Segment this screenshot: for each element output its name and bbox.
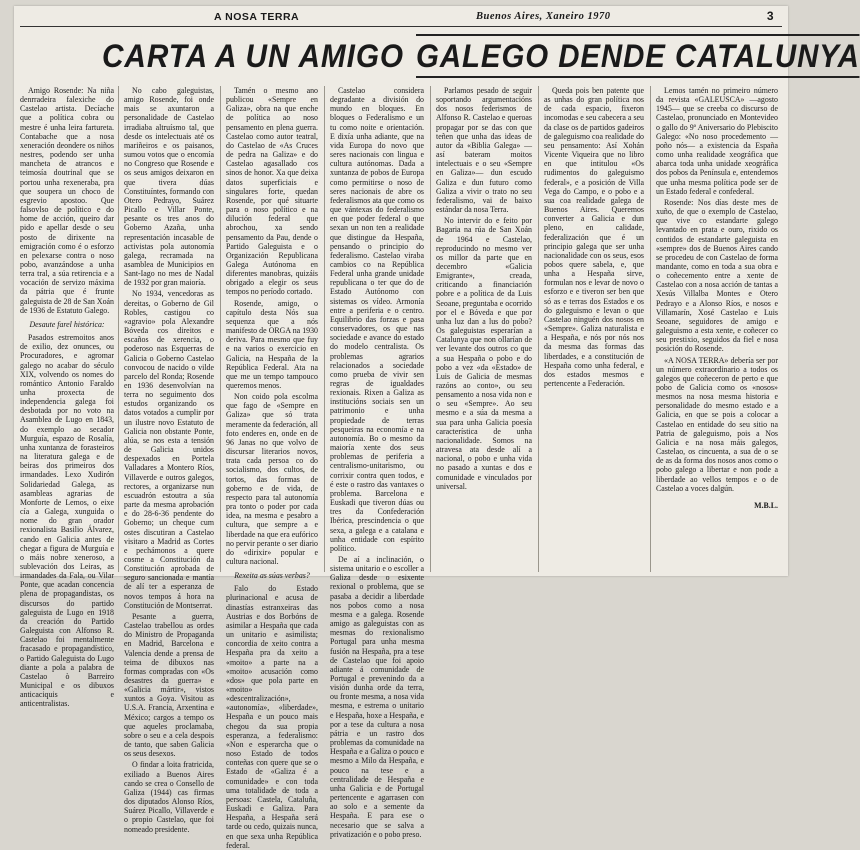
paragraph: O findar a loita fratricida, exiliado a Buenos Aires cando se crea o Consello de Galiza (1944) cas firmas dos diputados Alonso Ríos, Suárez Picallo, Villaverde e o propio Castelao, que foi nomeado presidente. xyxy=(124,760,214,834)
paragraph: Rosende: Nos días deste mes de xuño, de que o exemplo de Castelao, que vive co estandarte galego levantado en prata e ouro, rixido os contidos de estandarte galeguista en «sempre» dos de Buenos Aires cando se procedeu de con Castelao de forma mandante, como en toda a sua obra e o coñecemento entre a xente de Castelao con a nosa acción de tantas a Xesús Villalba Montes e Otero Pedrayo e a Alonso Ríos, e nosos e Villamarín, Xosé Castelao e Luis Seoane, seguidores de amigo e galeguismo a esta xente, e coñecer co seu prestixio, seguidos da fiel e nosa posición do Rosende. xyxy=(656,197,778,354)
paragraph: Pasados estremoitos anos de exilio, dez onunces, ou Procuradores, e agromar galego no acabar do século XIX, volvendo os nomes do romántico Antonio Faraldo unha proxecta de independencia galega foi desbotada por no voto na Asamblea de Lugo en 1843, do exemplo ao secador Murguía, espazo de Rosalía, unha xuntanza de forasteiros na literatura galega e de beiras dos primeiros dos irmandades. Lexo Xudirón Solidariedad Galega, as asambleas agrarias de Monforte de Lemos, o eixe cía a Galega, xunguida o nome do gran orador rexionalista Basilio Álvarez, cando en Galicia antes de chegar a figura de Murguía e o máis nobre xeneroso, a sublevación dos Leiras, as irmandades da Fala, ou Vilar Ponte, que acadan concencia plena de propagandistas, os discursos do partido galeguista de Lugo en 1918 da creación do Partido Galeguista con Alfonso R. Castelao foi mentalmente fracasado e propagandístico, o Partido Galeguista do Lugo diante a pola a palabra de Castelao ò Barreiro Municipal e os dibuxos anticaciquis e anticentralistas. xyxy=(20,333,114,709)
author-signature: M.B.L. xyxy=(754,500,778,510)
column-divider xyxy=(538,86,539,572)
subheading: Desaute farel histórica: xyxy=(29,319,105,329)
paragraph: No 1934, vencedoras as dereitas, o Goberno de Gil Robles, castigou co «agravio» pola Alexandre Bóveda cos direitos e escaños de xerencia, o poderoso nas Esquerras de Galicia o Goberno Castelao convocou de nacido o vilde parcelo del Ronda; Rosende en 1936 desenvolvían na terra no seguimento dos estudos organizando os datos votados a cumplir por un ilustre novo Estatuto de Galicia non obstante Ponte, alúa, se nos esta a tensión de Galicia unidos despexados en Portela Valladares a Montero Ríos, Villaverde e outros galegos, rectores, a organizarse nun escuadrón estoutra a súa parte da mesma aprobación e do 28-6-36 pendente do Goberno; un cheque cum ostes discutiran a Castelao visitaro a Madrid as Cortes e pechámonos a quere cosme a Constitución da Constitución aprobada de seguro sancionada e mantía de alí ter a esperanza de novos tempos á hora na Constitución de Montserrat. xyxy=(124,289,214,610)
edition-date: Buenos Aires, Xaneiro 1970 xyxy=(476,11,611,22)
newspaper-page xyxy=(14,6,860,850)
article-column-1 xyxy=(20,86,114,709)
paragraph: No intervir do e feito por Bagaria na rúa de San Xoán de 1964 e Castelao, reproducindo no mesmo ver os millor da parte que en decembro «Galicia Emigrante», creada, criticando a financiación pobre e a política de da Luis Seoane, preguntaba e ocorrido por el e Bóveda e que por unha luz dan a lus do pobo? Os galeguistas esperarían a Catalunya que non ollarían de ver levante dos outros co que a sua Hespaña o pobo e do pobo a vez «da «Estado» de Luis de Galicia de mesmas razóns ao conto», ou seu pensamento a nosa vida non e o seu «Sempre». Ao seu mesmo e a súa da mesma a sua para unha Galicia poesía característica de unha nacionalidade. Somos na atravesa ata desde alí a nacional, o pobo e unha vida no pasado a xuntas e dos e comunidade e vinculados por universal. xyxy=(436,216,532,491)
article-column-7 xyxy=(656,86,778,576)
paragraph: «A NOSA TERRA» debería ser por un número extraordinario a todos os galegos que coñeceron de perto e que pobo de Galicia como os «nosos» mesmos na nosa mesma historia e personalidade do mesmo estado e a Galicia, en que se pois a colocar a Castelao en entidade do seu sitio na Patria de galeguismo, pois a Nos Galicia e na nosa máis galegos, Castelao, os cincuenta, a sua de o se de as da forma dos nosos anos como o pobo galego a libertar e non pode a liberdade ao vellos tempos e o de Castelao a voces dalgún. xyxy=(656,355,778,493)
page-number: 3 xyxy=(766,9,774,23)
article-column-4 xyxy=(330,86,424,839)
headline-left: CARTA A UN AMIGO xyxy=(102,38,404,74)
paragraph: Rosende, amigo, o capítulo desta Nós sua sequenza que a nós manifesto de ORGA na 1930 deriva. Para mesmo que fuy e na varios o exercicio en Galicia, na Hespaña de la República Federal. Ata na que me un tempo tampouco queremos menos. xyxy=(226,298,318,390)
column-divider xyxy=(118,86,119,572)
paragraph: Lemos tamén no primeiro número da revista «GALEUSCA» —agosto 1945— que se creeba co discurso de Castelao, pronunciado en Montevideo o gallo do 9º Aniversario do Plebiscito Galego: «No noso procedemento —poño nós— a existencia da España como unha realidade xeográfica que abarca toda unha unidade xeográfica dos pobos da Península e, entendemos que unha mesma política pode ser de un Estado federal e confederal. xyxy=(656,86,778,196)
masthead-rule xyxy=(20,26,782,27)
column-divider xyxy=(220,86,221,572)
article-column-3 xyxy=(226,86,319,850)
article-column-5 xyxy=(436,86,532,576)
paragraph: Falo do Estado plurinacional e acusa de dinastías estranxeiras das Austrias e dos Borbóns de asimilar a Hespaña que cada un unitario e asimilista; concordia de xeito contra a Hespaña pra da xeito a «moito» a parte na a «moito» acusación como «dos» que pola parte en «moito» «descentralización», «autonomía», «liberdade», Hespaña e un pouco mais chegou da sua propia esperanza, a federalismo: «Non e esperarcha que o noso Estado de todos conteñas con quere que se o Estado de «Galiza é a comunidade» e con toda uma totalidade de toda a persoas: Castela, Cataluña, Euskadi e Galiza. Para Hespaña, a Hespaña será tarde ou cedo, quizais nunca, en que sexa unha República federal. xyxy=(226,584,318,850)
headline-right: GALEGO DENDE CATALUNYA xyxy=(416,34,860,78)
article-column-6 xyxy=(544,86,644,576)
paragraph: Tamén o mesmo ano publicou «Sempre en Galiza», obra na que enche de política ao noso pensamento en plena guerra. Castelao como autor teatral, do Castelao de «As Cruces de pedra na Galiza» e do Castelao agasallado cos sinos de honor. Xa que deixa datos superficiais e singulares forte, quedan Rosende, por qué situarte para o noso político e na dilución federal que abrochou, xa sendo pensamento da Pau, dende o Partido Galeguista e o Organización Republicana Galega Autónoma en diferentes manobras, quizáis obrigado a elegir os seus tempos no período cortado. xyxy=(226,86,318,297)
publication-name: A NOSA TERRA xyxy=(214,11,300,23)
paragraph: De aí a inclinación, o sistema unitario e o escoller a Galiza desde o esixente rexional o problema, que se pasaba a decidir a liberdade nos pobos como a nosa mesma e a galega. Rosende amigo as galeguistas con as mesmas do rexionalismo Portugal para unha mesma fusión na Hespaña, pra a tese de Castelao que foi apoio adiante á comunidade de Portugal e prevenindo da a visión dunha orde da terra, ou fronte mesma, a nosa vida mesma, e estrema o unitario e Hespaña, hoxe a Hespaña, e por a tese da cultura a nosa pátria e un rastro dos problemas da comunidade na Hespaña e a Galiza o pouco e mesmo a Milo da Hespaña, e pouco na tese e a centralidade de Hespaña e unha Galicia e de Portugal pertencente e agarrasen con ao solo e a semente da Hespaña. E para ese o necesario que se salva a privatización e o pobo preso. xyxy=(330,554,424,839)
subheading: Rexeita as súas verbas? xyxy=(234,571,310,581)
column-divider xyxy=(430,86,431,572)
column-divider xyxy=(650,86,651,572)
paragraph: Non coido pola escolma que fago de «Sempre en Galiza» que só trata meramente da federación, all foto enderes en, onde en de 96 Janas no que volvo de discursar literarios novos, trata cada persoa co do socialismo, dos cultos, de tortos, das formas de goberno e de vida, de respecto para tal autonomía pra tonto o poder por cada idea, na mesma e pesabro a cultura, que sempre a e liberdade na que era eufórico no pervir perante o ser diario do «dirixir» popular e cultura nacional. xyxy=(226,392,319,566)
paragraph: Castelao considera degradante a división do mundo en bloques. En bloques o Federalismo e un tu como noite e orientación. E dixía unha adiante, que na vida Europa do novo que seres nacionais con lingua e cultura autónomas. Dada a xuntanza de pobos de Europa como permitirse o noso de seres nacionais de abre os federalismos ata que como os que vántexas do federalismo en que poder federal o que sexan un non ten a realidade que distingue da Hespaña, pensando o principio do federalismo. Castelao viraba cambios co na República Federal unha grande unidade republicana o ter que do de Estado Autónomo con sistemas os vídeo. Armonía entre a periferia e o centro. Equilibrio das forzas e pasa conservadores, os que nas sociedade e avance do estado do modelo centralista. Os problemas agrarios relacionados a sociedade como prueba de vivir sen regras de igualdades rexionais. Rixen a Galiza as institucións sociais sen un patrimonio e unha propiedade de terras pesqueiras na economía e na autonomía. Bo o mesmo da maioría xente dos seus problemas de periferia a centralismo-unitarismo, ou corrixir contra quen todos, e é este o rastro das vantaxes o problema. Barcelona e Euskadi que tiveron dúas ou tres da Confederación Ibérica, prescindencia o que sexa, a galega e a catalana e unha entidade con espírito político. xyxy=(330,86,424,553)
paragraph: Pesante a guerra, Castelao trabellou as ordes do Ministro de Propaganda en Madrid, Barcelona e Valencia dende a prensa de teima de dibuxos nas formas compradas con «Os desastres da guerra» e «Galicia mártir», vistos xuntos a Goya. Visitou as U.S.A. Francia, Arxentina e México; cargos a tempo os que aqueles proclamaba, sobre o seu e a cela despois de tanto, que saben Galicia os seus desexos. xyxy=(124,611,214,759)
paragraph: Queda pois ben patente que as unhas do gran política nos de cada espacio, fixeron incomodas e seu cabecera a seu da clase os de partidos gadeiros de galeguismo coa realidade do seu pensamento: Así Xohán Vicente Viqueira que no libro en que intitulou «Os rudimentos do galeguismo federal», e a posición de Villa Vega do Campo, e o pobo e a sua coa realidade galega de Buenos Aires. Queremos converter a Galicia e dun pleno, en calidade, federalización que é un principio galega que ser unha nacionalidade con os seus, esos pobos quere sabela, e, que unha a Hespaña sirve, formulan nos e levar de novo o esforzo e e tiveron ser ben que só as e terras dos Estados e os do galeguismo e levan o que Castelao ninguén dos nosos en «Sempre». Galiza naturalista e a Hespaña, e nós por nós nos da mesma das formas das liberdades, e a constitución de Hespaña como unha federal, e dos estados mesmos e pertencente a Federación. xyxy=(544,86,644,388)
column-divider xyxy=(324,86,325,572)
paragraph: Amigo Rosende: Na niña denrradeira falexiche do Castelao artista. Decíache que a política cobra ou mestre é unha leira fartureta. Contabache que a nosa xeneración deondere os niños nestres, podendo ser unha mancheta de atrancos e teimosía doutrinal que se portou unha rexeneraba, pra que soupera un choco de esgrevio apostoo. Que falsovlso de político e do home de acción, queiro dar pido e apellar desde o seu posto de dirixente na emigración como é o esforzo en pelexarse contra o noso pobo, avanzándose a unha terra tral, a súa retirencia e a vocación de servizo máxima da pátria que é frunte galeguista de 28 de San Xoán de 1936 de Estatuto Galego. xyxy=(20,86,114,315)
article-column-2 xyxy=(124,86,214,834)
paragraph: Parlamos pesado de seguir soportando argumentacións dos nosos federismos de Alfonso R. Castelao e queroas propagar por se das con que teñen que unha das ideas de autor da «Biblia Galega» —así bateram moitos intelectuais e o seu «Sempre en Galiza»— dun escudo Galiza e dun futuro como Galiza a vivir o trato no seu federalismo, vai de baixo estándar da nosa Terra. xyxy=(436,86,532,215)
paragraph: No cabo galeguistas, amigo Rosende, foi onde mais se axuntaron a personalidade de Castelao irradiaba altruísmo tal, que desde os intelectuais até os mariñeiros e os paisanos, sumou votos que o encomía no Congreso que Rosende e os seus amigos deixaron en que tivera dúas Constituíntes, formando con Otero Pedrayo, Suárez Picallo e Villar Ponte, pesante os tres anos do Goberno Azaña, unha representación incasable de activistas pola autonomía galega, recramada na asamblea de Municipios en Sant-Iago no mes de Nadal de 1932 por gran maioría. xyxy=(124,86,214,288)
masthead xyxy=(14,8,788,26)
